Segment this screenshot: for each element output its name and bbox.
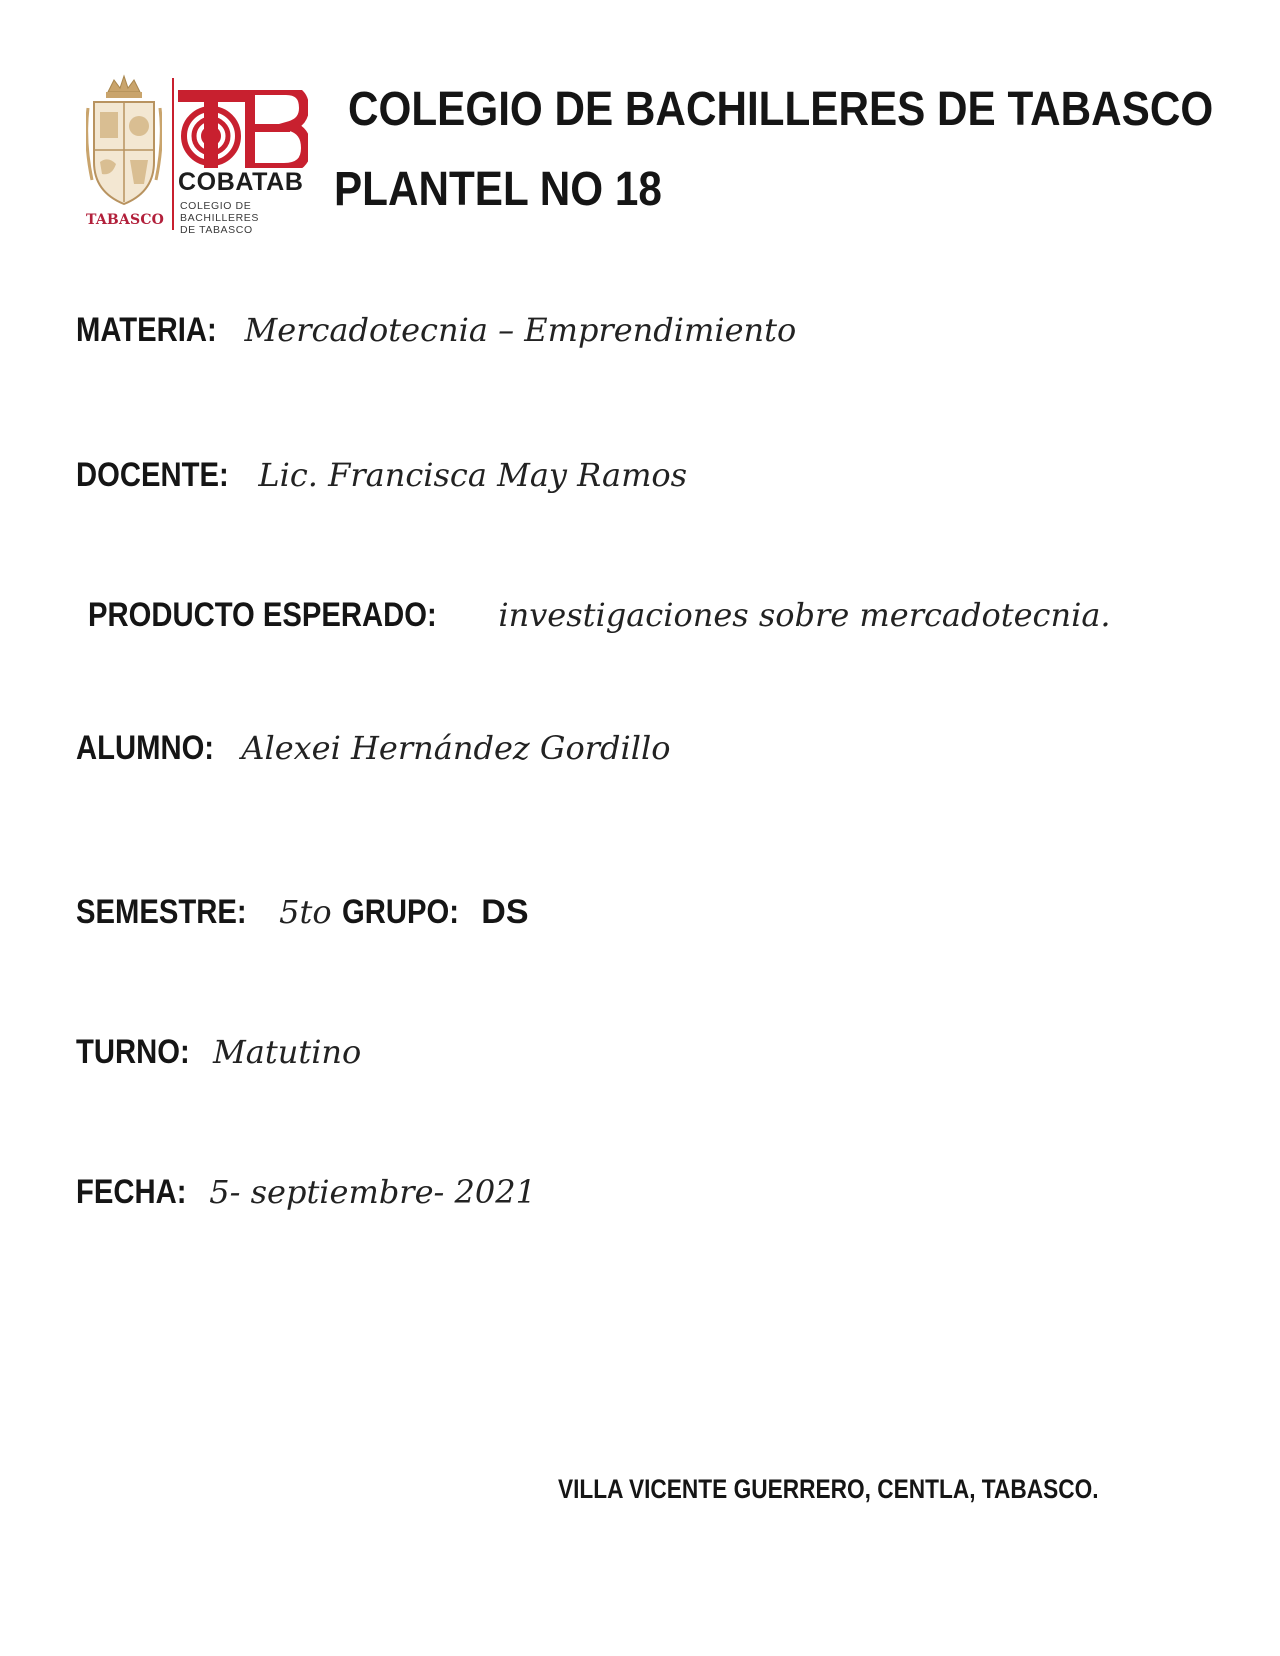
header-logos — [86, 72, 326, 236]
cobatab-subtitle-line1: COLEGIO DE BACHILLERES — [180, 200, 259, 224]
grupo-value: DS — [481, 893, 529, 931]
fecha-value: 5- septiembre- 2021 — [209, 1173, 536, 1211]
field-alumno — [76, 728, 670, 768]
campus-title: PLANTEL NO 18 — [334, 163, 662, 216]
materia-value: Mercadotecnia – Emprendimiento — [244, 311, 797, 349]
semestre-value: 5to — [279, 893, 332, 931]
docente-label: DOCENTE: — [76, 456, 229, 494]
cobatab-subtitle — [180, 200, 320, 236]
field-producto — [88, 595, 1111, 635]
turno-value: Matutino — [213, 1033, 362, 1071]
field-fecha — [76, 1172, 536, 1212]
cobatab-logo-icon — [178, 90, 308, 168]
seal-caption: TABASCO — [86, 212, 165, 228]
field-docente — [76, 455, 687, 495]
materia-label: MATERIA: — [76, 311, 217, 349]
alumno-label: ALUMNO: — [76, 729, 215, 767]
semestre-label: SEMESTRE: — [76, 893, 247, 931]
field-turno — [76, 1032, 361, 1072]
school-title: COLEGIO DE BACHILLERES DE TABASCO — [348, 83, 1214, 136]
logo-divider — [172, 78, 174, 230]
fecha-label: FECHA: — [76, 1173, 187, 1211]
cobatab-wordmark: COBATAB — [178, 168, 304, 196]
producto-value: investigaciones sobre mercadotecnia. — [498, 596, 1111, 634]
grupo-label: GRUPO: — [342, 893, 460, 931]
state-seal-icon — [86, 72, 165, 232]
alumno-value: Alexei Hernández Gordillo — [241, 729, 671, 767]
field-semestre — [76, 892, 529, 932]
footer-location: VILLA VICENTE GUERRERO, CENTLA, TABASCO. — [558, 1474, 1099, 1504]
field-materia — [76, 310, 796, 350]
docente-value: Lic. Francisca May Ramos — [258, 456, 688, 494]
cobatab-subtitle-line2: DE TABASCO — [180, 224, 253, 236]
turno-label: TURNO: — [76, 1033, 190, 1071]
producto-label: PRODUCTO ESPERADO: — [88, 596, 437, 634]
